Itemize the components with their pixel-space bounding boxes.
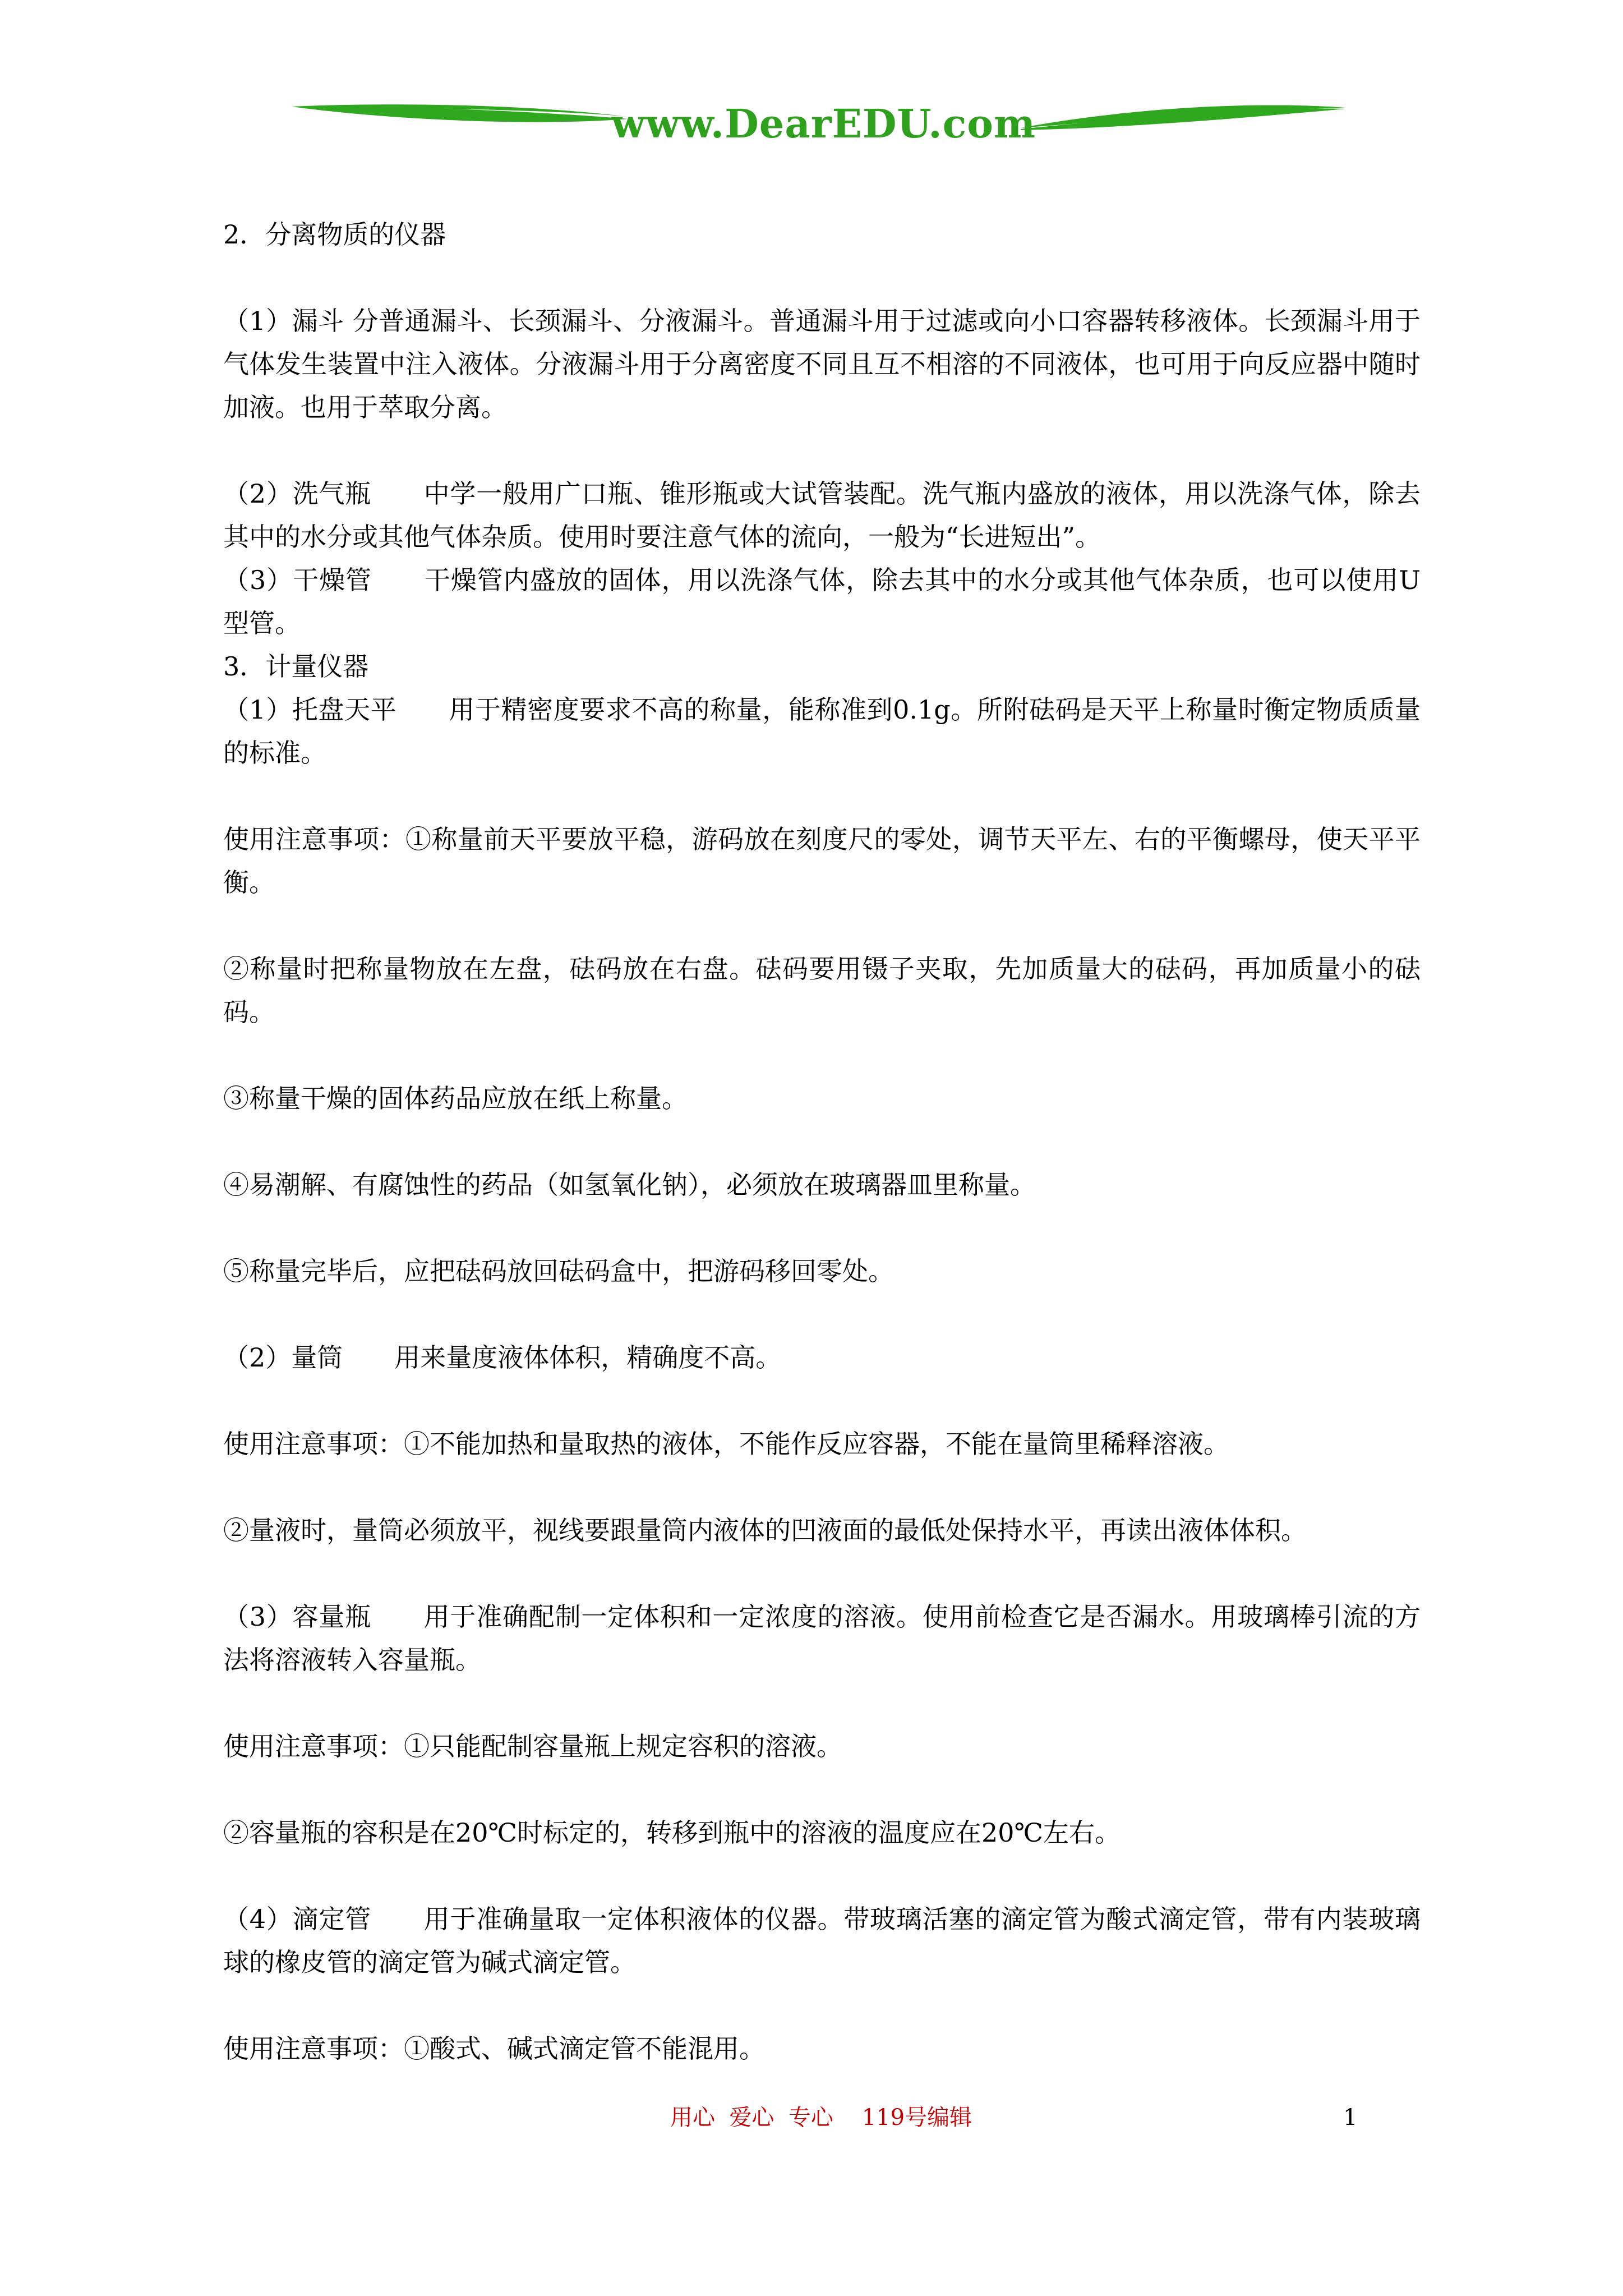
page-footer [0, 2101, 1623, 2140]
paragraph: （3）干燥管 干燥管内盛放的固体，用以洗涤气体，除去其中的水分或其他气体杂质，也可以使用U型管。 [223, 565, 1421, 638]
paragraph: ②称量时把称量物放在左盘，砝码放在右盘。砝码要用镊子夹取，先加质量大的砝码，再加质量小的砝码。 [223, 954, 1421, 1027]
page-number: 1 [1343, 2105, 1358, 2131]
paragraph: （2）量筒 用来量度液体体积，精确度不高。 [223, 1342, 782, 1373]
paragraph: ③称量干燥的固体药品应放在纸上称量。 [223, 1083, 688, 1114]
paragraph: （2）洗气瓶 中学一般用广口瓶、锥形瓶或大试管装配。洗气瓶内盛放的液体，用以洗涤气体，除去其中的水分或其他气体杂质。使用时要注意气体的流向，一般为“长进短出”。 [223, 478, 1421, 552]
paragraph: （1）漏斗 分普通漏斗、长颈漏斗、分液漏斗。普通漏斗用于过滤或向小口容器转移液体。长颈漏斗用于气体发生装置中注入液体。分液漏斗用于分离密度不同且互不相溶的不同液体，也可用于向反应器中随时加液。也用于萃取分离。 [223, 306, 1421, 422]
paragraph: 使用注意事项：①称量前天平要放平稳，游码放在刻度尺的零处，调节天平左、右的平衡螺母，使天平平衡。 [223, 824, 1421, 898]
paragraph: （1）托盘天平 用于精密度要求不高的称量，能称准到0.1g。所附砝码是天平上称量时衡定物质质量的标准。 [223, 694, 1421, 768]
paragraph: ②量液时，量筒必须放平，视线要跟量筒内液体的凹液面的最低处保持水平，再读出液体体积。 [223, 1515, 1307, 1545]
paragraph: ②容量瓶的容积是在20℃时标定的，转移到瓶中的溶液的温度应在20℃左右。 [223, 1818, 1121, 1848]
footer-text: 用心 爱心 专心 119号编辑 [670, 2105, 972, 2131]
site-logo-text: www.DearEDU.com [611, 100, 1036, 147]
paragraph: 2．分离物质的仪器 [223, 219, 446, 250]
paragraph: 使用注意事项：①酸式、碱式滴定管不能混用。 [223, 2033, 765, 2064]
paragraph: ④易潮解、有腐蚀性的药品（如氢氧化钠），必须放在玻璃器皿里称量。 [223, 1170, 1036, 1200]
document-body [223, 213, 1421, 2070]
paragraph: 使用注意事项：①不能加热和量取热的液体，不能作反应容器，不能在量筒里稀释溶液。 [223, 1429, 1229, 1459]
paragraph: 使用注意事项：①只能配制容量瓶上规定容积的溶液。 [223, 1731, 842, 1761]
paragraph: ⑤称量完毕后，应把砝码放回砝码盒中，把游码移回零处。 [223, 1256, 894, 1286]
site-header [292, 94, 1346, 156]
paragraph: 3．计量仪器 [223, 651, 369, 682]
paragraph: （4）滴定管 用于准确量取一定体积液体的仪器。带玻璃活塞的滴定管为酸式滴定管，带有内装玻璃球的橡皮管的滴定管为碱式滴定管。 [223, 1904, 1421, 1977]
paragraph: （3）容量瓶 用于准确配制一定体积和一定浓度的溶液。使用前检查它是否漏水。用玻璃棒引流的方法将溶液转入容量瓶。 [223, 1602, 1421, 1675]
